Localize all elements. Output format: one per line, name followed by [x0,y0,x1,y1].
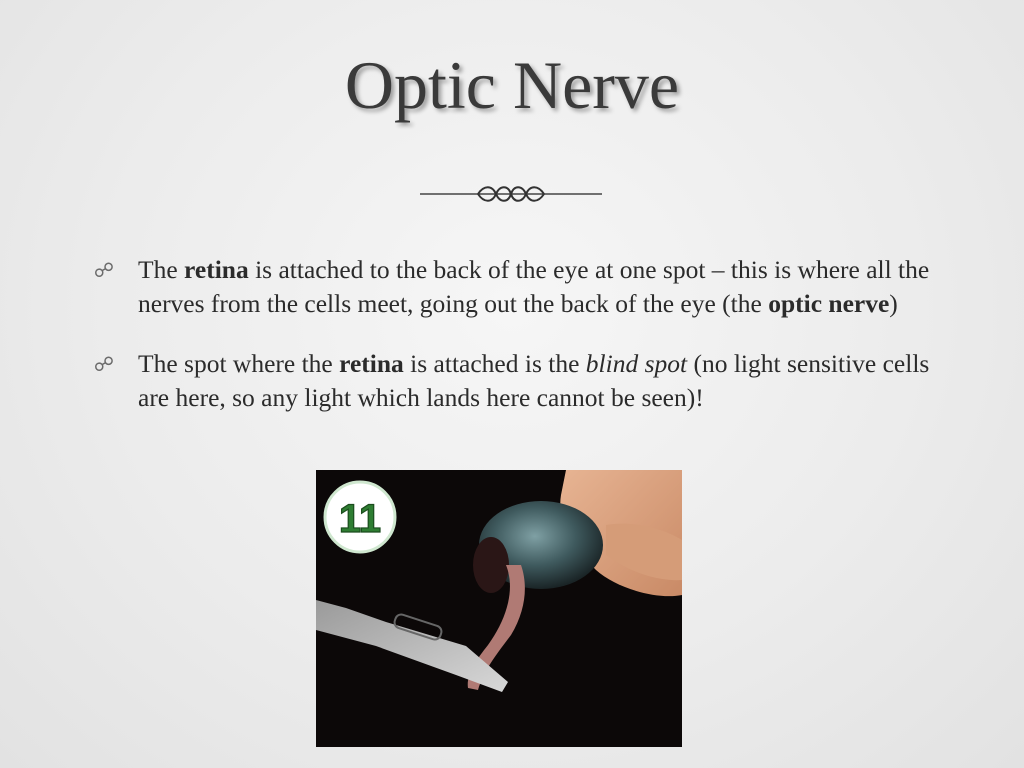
scalpel-shape [316,600,508,692]
slide-title: Optic Nerve [344,47,680,123]
bullet-text: The [138,255,185,284]
dissection-photo [316,470,682,747]
badge-number: 11 [338,497,382,541]
chain-link-bullet-icon: ☍ [93,258,115,282]
bullet-text: (no light sensitive cells are here, so any light which lands here cannot be seen)! [138,349,930,412]
eye-dissection-illustration [316,470,682,747]
bullet-text: is attached to the back of the eye at one spot – this is where all the nerves from the cells meet, going out the back of the eye (the [138,255,930,318]
bullet-item [84,253,944,321]
bullet-text: is attached is the [403,349,586,378]
bullet-item [84,347,944,415]
bullet-text: ) [889,289,898,318]
bullet-italic-term: blind spot [585,349,688,378]
bullet-bold-term: retina [184,255,249,284]
bullet-bold-term: retina [339,349,404,378]
bullet-list [84,253,944,441]
flourish-divider-icon [420,180,602,208]
bullet-bold-term: optic nerve [768,289,890,318]
bullet-text: The spot where the [138,349,340,378]
chain-link-bullet-icon: ☍ [93,352,115,376]
